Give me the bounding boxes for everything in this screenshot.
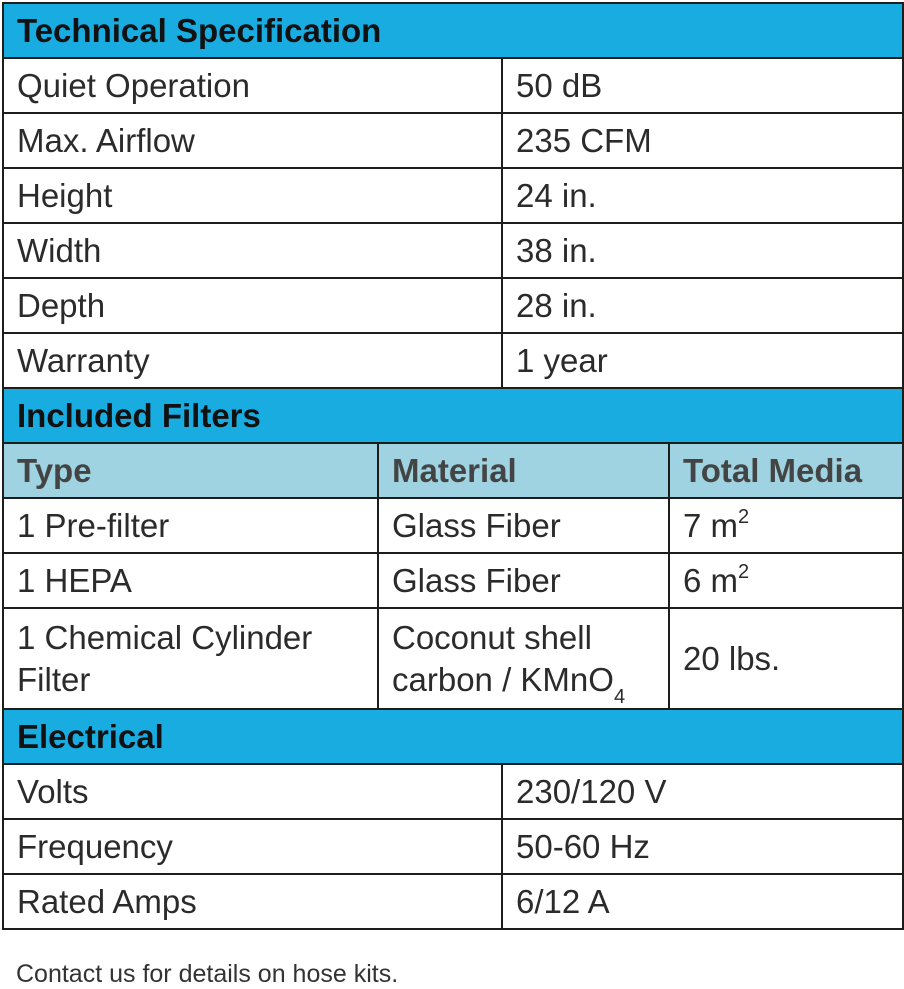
spec-table (2, 2, 904, 930)
electrical-value: 230/120 V (502, 764, 903, 819)
media-value: 6 m (683, 561, 739, 599)
spec-value: 1 year (502, 333, 903, 388)
column-header-total-media: Total Media (669, 443, 903, 498)
filter-row (3, 608, 903, 709)
spec-row (3, 58, 903, 113)
filter-media (669, 498, 903, 553)
electrical-row (3, 819, 903, 874)
filter-material: Glass Fiber (378, 498, 669, 553)
filter-media: 20 lbs. (669, 608, 903, 709)
spec-row (3, 278, 903, 333)
electrical-value: 50-60 Hz (502, 819, 903, 874)
footnote: Contact us for details on hose kits. (16, 960, 399, 988)
filters-column-header-row (3, 443, 903, 498)
electrical-label: Volts (3, 764, 502, 819)
spec-label: Depth (3, 278, 502, 333)
spec-label: Warranty (3, 333, 502, 388)
filter-type: 1 Pre-filter (3, 498, 378, 553)
technical-spec-title: Technical Specification (3, 3, 903, 58)
filter-media (669, 553, 903, 608)
filter-type: 1 Chemical Cylinder Filter (3, 608, 378, 709)
electrical-label: Frequency (3, 819, 502, 874)
electrical-value: 6/12 A (502, 874, 903, 929)
filter-row (3, 553, 903, 608)
filter-type: 1 HEPA (3, 553, 378, 608)
technical-spec-header-row (3, 3, 903, 58)
spec-value: 28 in. (502, 278, 903, 333)
spec-label: Height (3, 168, 502, 223)
filter-material (378, 608, 669, 709)
filter-material: Glass Fiber (378, 553, 669, 608)
media-unit-exponent: 2 (738, 560, 750, 583)
material-subscript: 4 (613, 685, 626, 708)
spec-label: Quiet Operation (3, 58, 502, 113)
spec-value: 24 in. (502, 168, 903, 223)
material-text: Coconut shell carbon / KMnO (392, 619, 614, 698)
media-unit-exponent: 2 (738, 505, 750, 528)
spec-value: 38 in. (502, 223, 903, 278)
media-value: 7 m (683, 506, 739, 544)
column-header-material: Material (378, 443, 669, 498)
spec-label: Width (3, 223, 502, 278)
spec-row (3, 223, 903, 278)
electrical-header-row (3, 709, 903, 764)
filter-row (3, 498, 903, 553)
spec-row (3, 113, 903, 168)
spec-value: 50 dB (502, 58, 903, 113)
spec-row (3, 168, 903, 223)
electrical-title: Electrical (3, 709, 903, 764)
spec-label: Max. Airflow (3, 113, 502, 168)
spec-row (3, 333, 903, 388)
electrical-row (3, 874, 903, 929)
electrical-row (3, 764, 903, 819)
filters-title: Included Filters (3, 388, 903, 443)
column-header-type: Type (3, 443, 378, 498)
electrical-label: Rated Amps (3, 874, 502, 929)
spec-value: 235 CFM (502, 113, 903, 168)
filters-header-row (3, 388, 903, 443)
